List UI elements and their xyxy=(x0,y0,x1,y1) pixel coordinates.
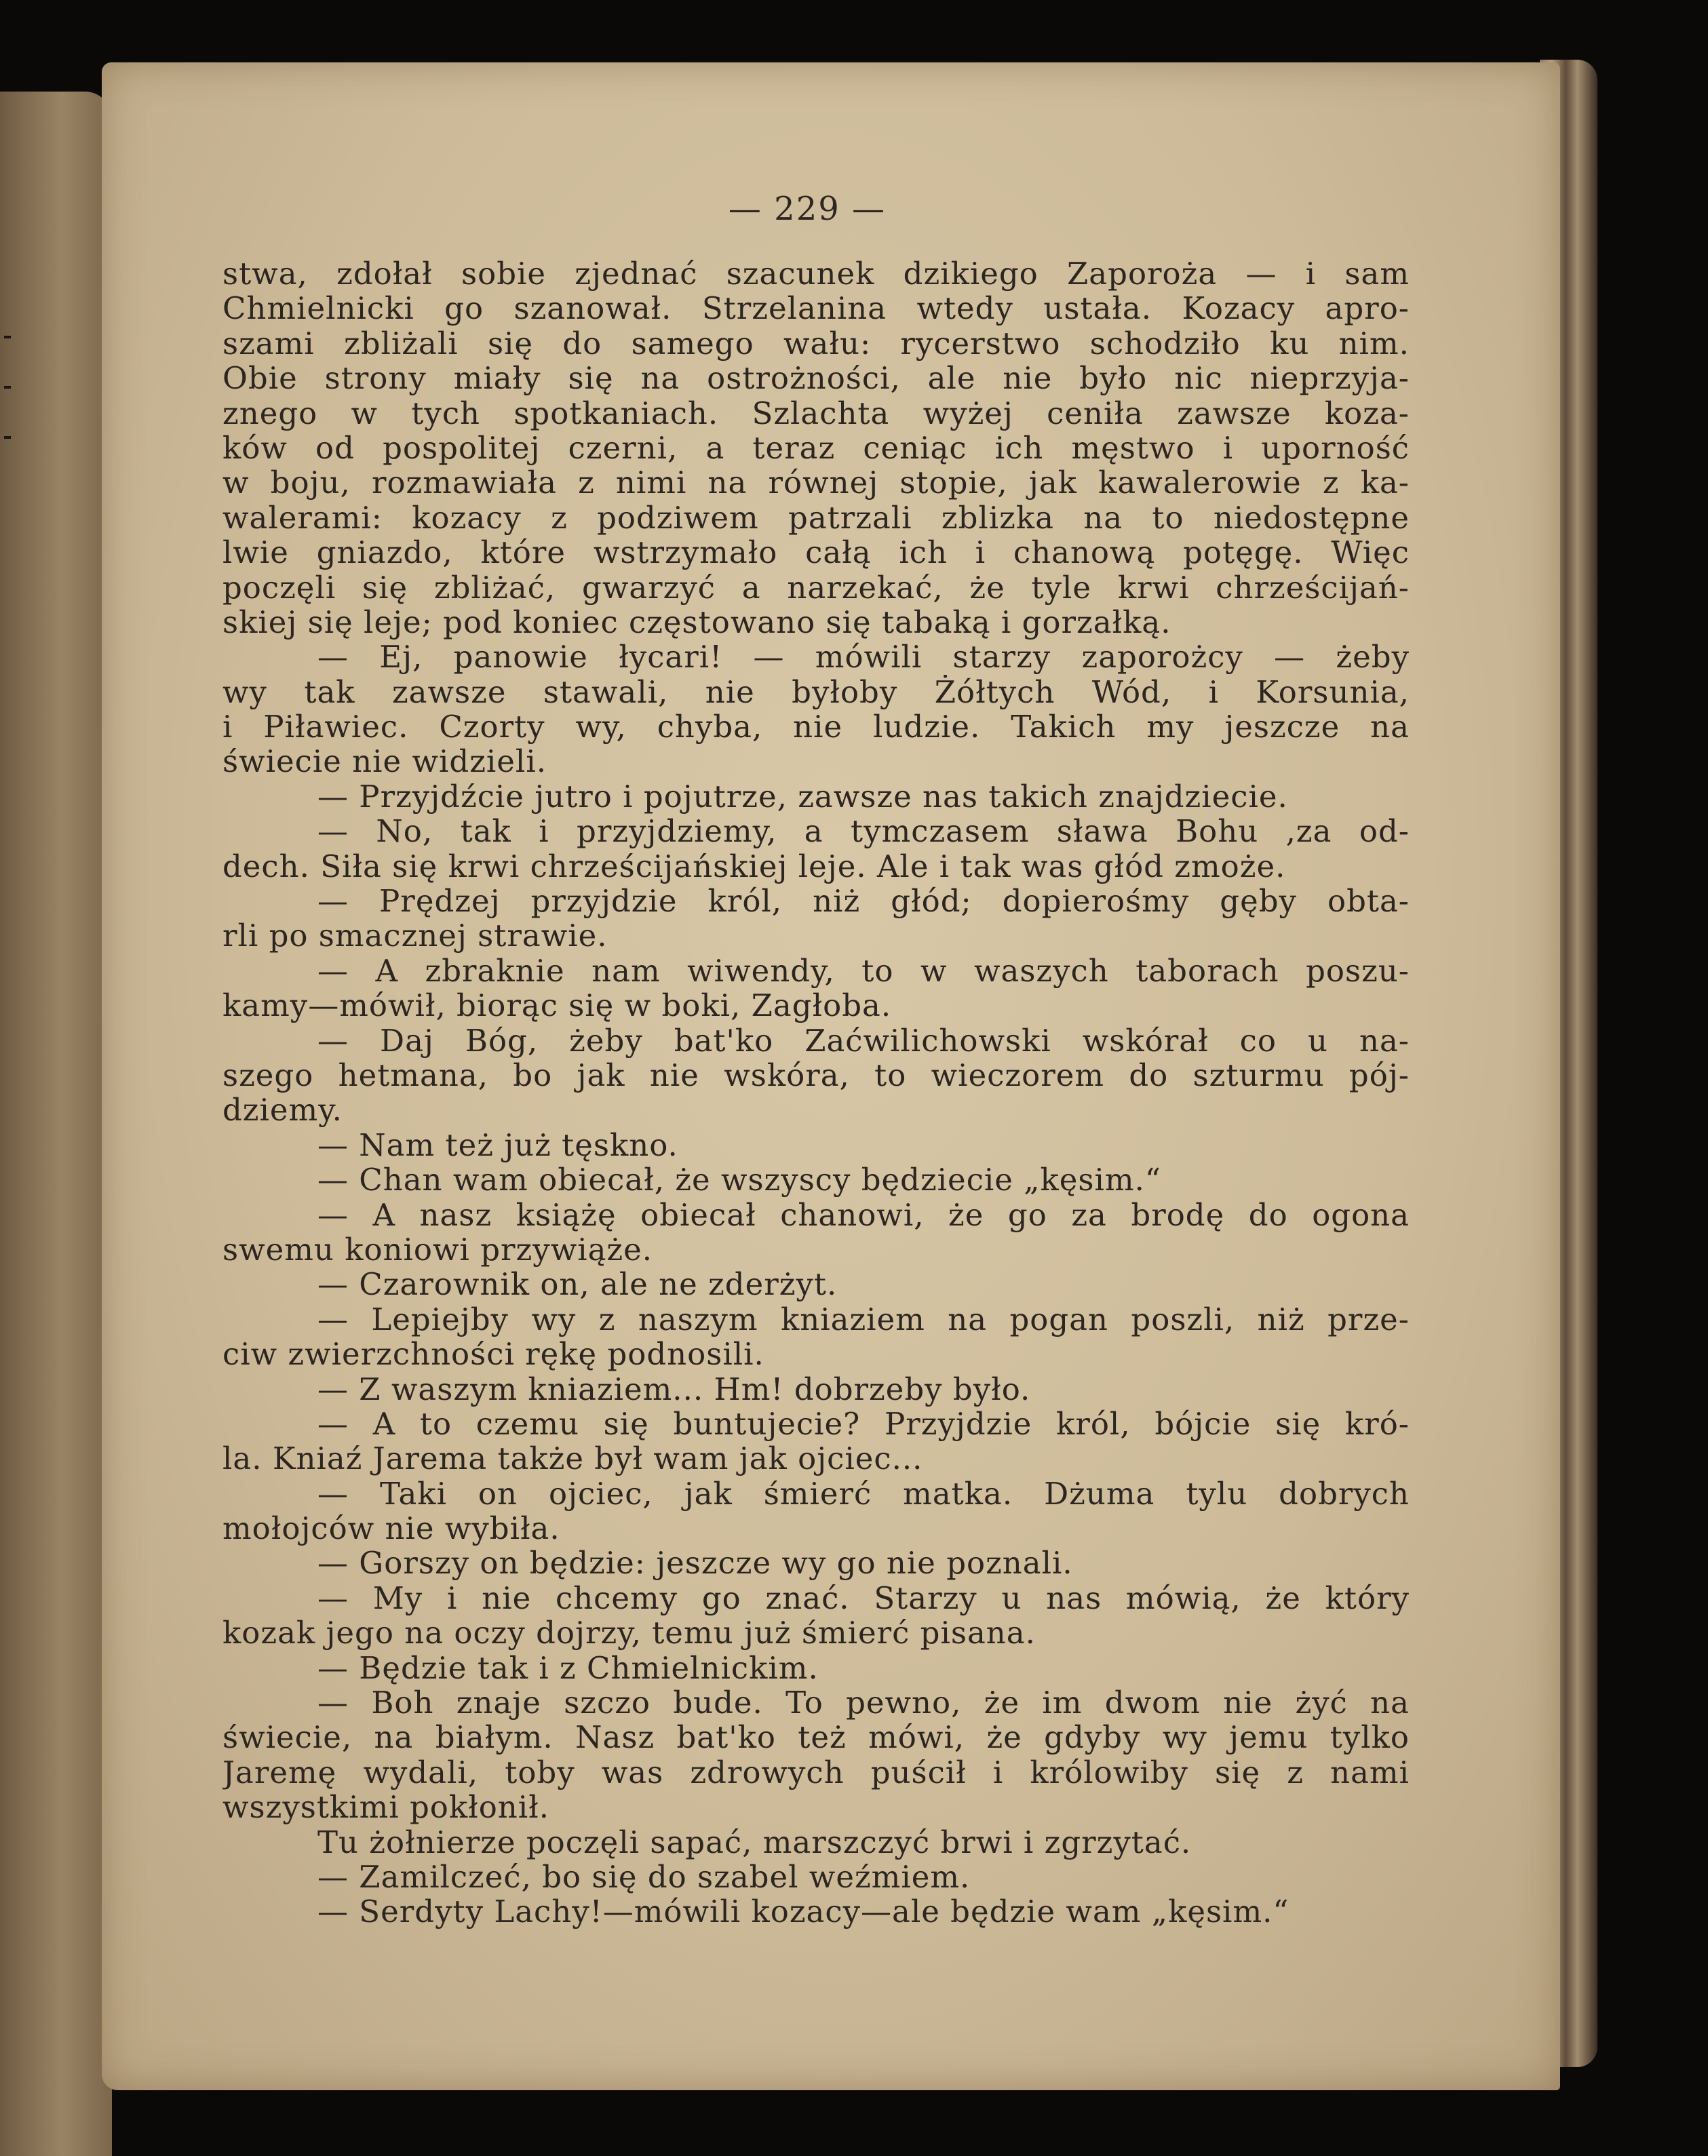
text-line: — Serdyty Lachy!—mówili kozacy—ale będzie wam „kęsim.“ xyxy=(317,1894,1289,1929)
text-line: Tu żołnierze poczęli sapać, marszczyć brwi i zgrzytać. xyxy=(317,1824,1192,1860)
text-line: — Taki on ojciec, jak śmierć matka. Dżuma tylu dobrych xyxy=(317,1476,1410,1512)
text-line: lwie gniazdo, które wstrzymało całą ich i chanową potęgę. Więc xyxy=(222,535,1410,570)
text-line: wy tak zawsze stawali, nie byłoby Żółtych Wód, i Korsunia, xyxy=(222,674,1410,710)
text-line: — Gorszy on będzie: jeszcze wy go nie poznali. xyxy=(317,1546,1073,1581)
text-line: — Z waszym kniaziem... Hm! dobrzeby było. xyxy=(317,1371,1031,1407)
text-line: — Zamilczeć, bo się do szabel weźmiem. xyxy=(317,1859,971,1895)
margin-mark xyxy=(4,386,11,389)
text-line: poczęli się zbliżać, gwarzyć a narzekać, że tyle krwi chrześcijań- xyxy=(222,570,1410,605)
margin-mark xyxy=(4,336,11,338)
margin-mark xyxy=(4,436,11,439)
text-line: la. Kniaź Jarema także był wam jak ojciec... xyxy=(222,1441,923,1476)
text-line: dziemy. xyxy=(222,1093,343,1128)
left-page-edge xyxy=(0,92,112,2156)
page-number: — 229 — xyxy=(728,190,887,228)
text-line: świecie, na białym. Nasz bat'ko też mówi, że gdyby wy jemu tylko xyxy=(222,1720,1410,1755)
text-line: szami zbliżali się do samego wału: rycerstwo schodziło ku nim. xyxy=(222,326,1410,361)
text-block xyxy=(222,256,1410,1929)
text-line: — A nasz książę obiecał chanowi, że go za brodę do ogona xyxy=(317,1197,1410,1232)
text-line: — Daj Bóg, żeby bat'ko Zaćwilichowski wskórał co u na- xyxy=(317,1023,1410,1058)
text-line: swemu koniowi przywiąże. xyxy=(222,1232,653,1268)
text-line: Jaremę wydali, toby was zdrowych puścił i królowiby się z nami xyxy=(222,1755,1410,1790)
left-page-margin-marks xyxy=(4,336,12,486)
text-line: w boju, rozmawiała z nimi na równej stopie, jak kawalerowie z ka- xyxy=(222,465,1410,501)
text-line: — Ej, panowie łycari! — mówili starzy zaporożcy — żeby xyxy=(317,640,1410,675)
text-line: — Boh znaje szczo bude. To pewno, że im dwom nie żyć na xyxy=(317,1685,1410,1721)
text-line: szego hetmana, bo jak nie wskóra, to wieczorem do szturmu pój- xyxy=(222,1057,1410,1093)
text-line: ciw zwierzchności rękę podnosili. xyxy=(222,1337,764,1372)
text-line: — Lepiejby wy z naszym kniaziem na pogan poszli, niż prze- xyxy=(317,1301,1410,1337)
text-line: wszystkimi pokłonił. xyxy=(222,1790,550,1825)
text-line: — My i nie chcemy go znać. Starzy u nas mówią, że który xyxy=(317,1580,1410,1616)
text-line: Chmielnicki go szanował. Strzelanina wtedy ustała. Kozacy apro- xyxy=(222,291,1410,326)
text-line: ków od pospolitej czerni, a teraz ceniąc ich męstwo i uporność xyxy=(222,430,1410,466)
text-line: — Przyjdźcie jutro i pojutrze, zawsze nas takich znajdziecie. xyxy=(317,779,1288,815)
text-line: skiej się leje; pod koniec częstowano się tabaką i gorzałką. xyxy=(222,604,1171,640)
text-line: — A zbraknie nam wiwendy, to w waszych taborach poszu- xyxy=(317,953,1410,989)
text-line: kamy—mówił, biorąc się w boki, Zagłoba. xyxy=(222,988,892,1023)
text-line: — Nam też już tęskno. xyxy=(317,1127,678,1163)
text-line: walerami: kozacy z podziwem patrzali zblizka na to niedostępne xyxy=(222,500,1410,536)
text-line: kozak jego na oczy dojrzy, temu już śmierć pisana. xyxy=(222,1615,1036,1651)
text-line: rli po smacznej strawie. xyxy=(222,918,608,954)
text-line: — No, tak i przyjdziemy, a tymczasem sława Bohu ,za od- xyxy=(317,814,1410,849)
text-line: — Prędzej przyjdzie król, niż głód; dopierośmy gęby obta- xyxy=(317,884,1410,919)
text-line: świecie nie widzieli. xyxy=(222,744,547,779)
text-line: dech. Siła się krwi chrześcijańskiej leje. Ale i tak was głód zmoże. xyxy=(222,848,1286,884)
text-line: — Chan wam obiecał, że wszyscy będziecie „kęsim.“ xyxy=(317,1162,1161,1198)
text-line: mołojców nie wybiła. xyxy=(222,1511,560,1546)
text-line: znego w tych spotkaniach. Szlachta wyżej ceniła zawsze koza- xyxy=(222,395,1410,431)
text-line: — Będzie tak i z Chmielnickim. xyxy=(317,1650,819,1686)
text-line: stwa, zdołał sobie zjednać szacunek dzikiego Zaporoża — i sam xyxy=(222,256,1410,292)
text-line: Obie strony miały się na ostrożności, ale nie było nic nieprzyja- xyxy=(222,361,1410,396)
text-line: i Piławiec. Czorty wy, chyba, nie ludzie. Takich my jeszcze na xyxy=(222,709,1410,745)
text-line: — A to czemu się buntujecie? Przyjdzie król, bójcie się kró- xyxy=(317,1406,1410,1442)
text-line: — Czarownik on, ale ne zderżyt. xyxy=(317,1267,838,1302)
